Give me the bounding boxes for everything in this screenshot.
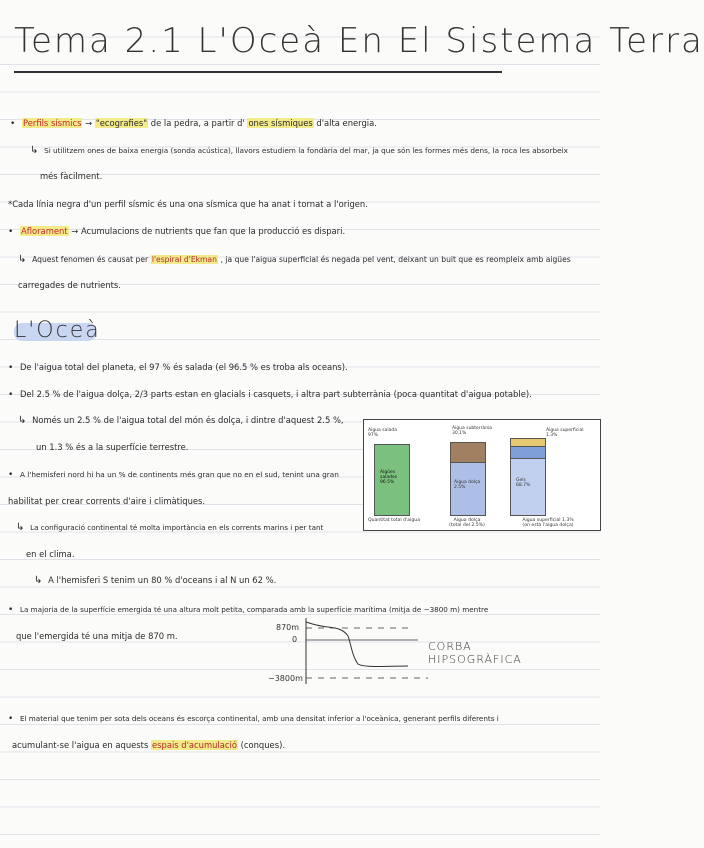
sub-arrow: ↳ [34,575,43,586]
note-line-north-hemisphere [8,468,339,481]
figure-label: Gels 68.7% [516,478,531,488]
note-text: (conques). [240,740,285,750]
note-text: més fàcilment. [40,171,103,181]
note-text: Només un 2.5 % de l'aigua total del món és dolça, i dintre d'aquest 2.5 %, [32,415,344,425]
highlight-aflorament: Aflorament [20,226,68,236]
sub-arrow: ↳ [30,145,39,156]
note-text: un 1.3 % és a la superfície terrestre. [36,442,189,452]
note-text: d'alta energia. [316,118,377,128]
highlight-ecografies: "ecografies" [95,118,148,128]
figure-label: Aigua salada 97% [368,428,397,438]
note-text: *Cada línia negra d'un perfil sísmic és una ona sísmica que ha anat i tornat a l'origen. [8,199,368,209]
note-text: acumulant-se l'aigua en aquests [12,740,149,750]
note-line-ekman-cont [18,279,121,291]
note-text: carregades de nutrients. [18,280,121,290]
hypsographic-curve-sketch [268,616,428,690]
note-text: , ja que l'aigua superficial és negada pel vent, deixant un buit que es reompleix amb aigües [220,255,571,264]
note-line-acoustic-cont [40,170,102,182]
figure-label: Aigua subterrània 30.1% [452,426,493,436]
note-text: en el clima. [26,549,75,559]
title-underline [14,71,502,73]
figure-caption: Aigua superficial 1.3% (on està l'aigua dolça) [522,518,574,528]
bullet-dot: • [8,390,14,400]
note-text: Si utilitzem ones de baixa energia (sonda acústica), llavors estudiem la fondària del mar, ja que són les formes més dens, la roca les absorbeix [44,146,568,155]
note-line-upwelling [8,225,345,238]
note-line-south-hemisphere [34,574,276,587]
curve-drawing [268,616,428,690]
note-line-climate [26,548,74,560]
water-distribution-figure [363,419,601,531]
note-text: La majoria de la superfície emergida té una altura molt petita, comparada amb la superfície marítima (mitja de −3800 m) mentre [19,605,489,614]
note-text: de la pedra, a partir d' [150,118,245,128]
figure-caption: Aigua dolça (total del 2.5%) [449,518,485,528]
hypsographic-curve [306,622,408,667]
arrow-glyph: → [85,118,93,128]
note-line-crust [8,712,499,725]
page-title: Tema 2.1 L'Oceà En El Sistema Terra [14,21,704,61]
sub-arrow: ↳ [16,522,25,533]
figure-label: Aigua dolça 2.5% [454,480,481,490]
note-text: A l'hemisferi nord hi ha un % de continents més gran que no en el sud, tenint una gran [19,470,339,479]
bar-groundwater [450,442,486,464]
note-text: A l'hemisferi S tenim un 80 % d'oceans i al N un 62 %. [48,575,277,585]
sub-arrow: ↳ [18,254,27,265]
note-line-emerged-avg [16,630,178,642]
section-title: L'Oceà [14,318,101,343]
note-line-emerged [8,603,488,616]
note-text: De l'aigua total del planeta, el 97 % és salada (el 96.5 % es troba als oceans). [19,362,348,372]
note-line-basins [12,739,285,751]
note-line-only-fresh [18,414,344,427]
bullet-dot: • [10,119,16,129]
highlight-accumulation: espais d'acumulació [151,740,237,750]
note-text: El material que tenim per sota dels oceans és escorça continental, amb una densitat inferior a l'oceànica, generant perfils diferents i [19,714,499,723]
bullet-dot: • [8,714,14,724]
note-line-currents [8,495,205,507]
sub-arrow: ↳ [18,415,27,426]
figure-caption: Quantitat total d'aigua [367,518,421,523]
note-text: Del 2.5 % de l'aigua dolça, 2/3 parts estan en glacials i casquets, i altra part subterrània (poca quantitat d'aigua potable). [19,389,532,399]
note-text: que l'emergida té una mitja de 870 m. [16,631,178,641]
axis-label-870: 870m [276,623,300,632]
highlight-ekman: l'espiral d'Ekman [151,255,217,264]
note-line-water-total [8,361,348,374]
note-line-surface [36,441,188,453]
axis-label-3800: −3800m [268,674,303,683]
note-line-seismic [10,117,377,130]
highlight-seismic-profiles: Perfils sísmics [22,118,82,128]
note-text: La configuració continental té molta importància en els corrents marins i per tant [30,523,324,532]
highlight-seismic-waves: ones sísmiques [248,118,313,128]
note-line-configuration [16,521,323,534]
bullet-dot: • [8,605,14,615]
bullet-dot: • [8,227,14,237]
note-line-footnote [8,198,368,210]
note-line-acoustic [30,144,568,157]
bullet-dot: • [8,470,14,480]
note-text: habilitat per crear corrents d'aire i climàtiques. [8,496,206,506]
note-line-ekman [18,253,571,266]
note-line-fresh-water [8,388,532,401]
arrow-glyph: → [71,226,79,236]
note-text: Acumulacions de nutrients que fan que la producció es dispari. [80,226,346,236]
figure-label: Aigües salades 96.5% [380,470,398,485]
axis-label-zero: 0 [292,635,298,644]
bullet-dot: • [8,363,14,373]
note-text: Aquest fenomen és causat per [32,255,149,264]
figure-label: Aigua superficial 1.3% [546,428,584,438]
curve-title: CORBA HIPSOGRÀFICA [428,640,522,666]
